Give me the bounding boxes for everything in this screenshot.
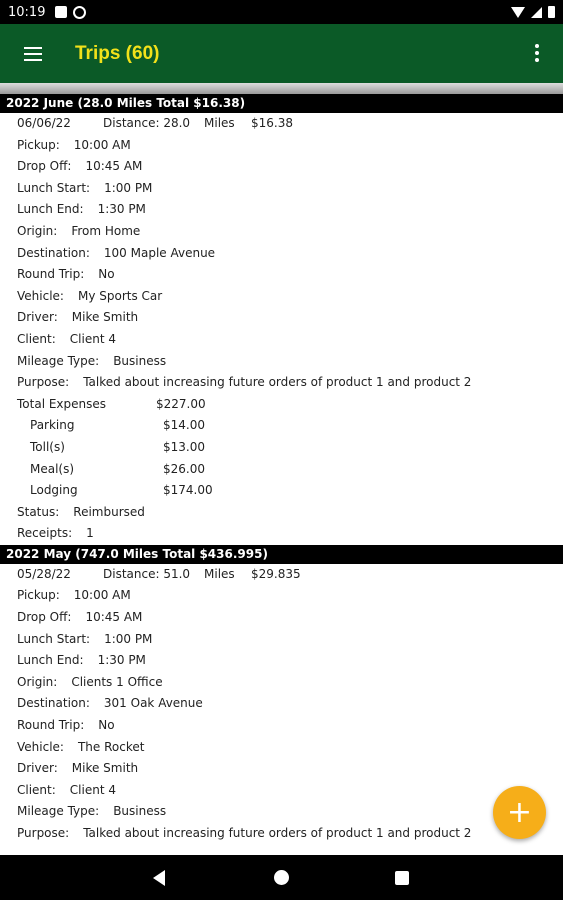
trip-field-row (0, 585, 563, 607)
field-label: Pickup: (17, 137, 60, 152)
expense-name: Toll(s) (30, 439, 65, 454)
trip-field-row (0, 135, 563, 157)
sync-icon (73, 6, 86, 19)
field-label: Round Trip: (17, 718, 85, 733)
trip-field-row (0, 801, 563, 823)
expense-row (0, 415, 563, 437)
total-expenses-row (0, 394, 563, 416)
field-label: Destination: (17, 696, 90, 711)
trip-amount: $16.38 (251, 116, 293, 130)
field-label: Destination: (17, 245, 90, 260)
trip-field-row (0, 178, 563, 200)
expense-row (0, 480, 563, 502)
field-label: Status: (17, 504, 60, 519)
trip-field-row (0, 629, 563, 651)
status-bar (0, 0, 563, 24)
expense-value: $14.00 (163, 418, 205, 433)
expense-name: Parking (30, 418, 75, 433)
expense-row (0, 437, 563, 459)
total-expenses-label: Total Expenses (17, 396, 107, 411)
field-label: Pickup: (17, 588, 60, 603)
signal-icon (531, 7, 542, 18)
field-value: 10:00 AM (73, 588, 131, 603)
trip-field-row (0, 607, 563, 629)
field-value: 10:45 AM (85, 159, 143, 174)
app-bar (0, 24, 563, 83)
total-expenses-value: $227.00 (156, 396, 206, 411)
field-value: Talked about increasing future orders of product 1 and product 2 (83, 826, 472, 840)
trip-field-row (0, 502, 563, 524)
trip-field-row (0, 243, 563, 265)
expense-value: $174.00 (163, 483, 213, 498)
trip-field-row (0, 737, 563, 759)
field-label: Drop Off: (17, 159, 72, 174)
field-label: Lunch End: (17, 202, 84, 217)
field-label: Lunch End: (17, 653, 84, 668)
field-value: Business (113, 353, 167, 368)
trip-field-row (0, 650, 563, 672)
trip-field-row (0, 199, 563, 221)
field-value: Talked about increasing future orders of product 1 and product 2 (83, 375, 472, 390)
field-label: Purpose: (17, 826, 70, 840)
trip-distance: Distance: 28.0 (103, 116, 191, 130)
field-value: 10:00 AM (73, 137, 131, 152)
field-label: Client: (17, 331, 56, 346)
field-value: Mike Smith (71, 310, 139, 325)
trip-summary-row (0, 113, 563, 135)
page-title: Trips (60) (75, 42, 160, 64)
trip-field-row (0, 372, 563, 394)
app-bar-divider (0, 83, 563, 94)
field-value: 100 Maple Avenue (103, 245, 216, 260)
field-value: Mike Smith (71, 761, 139, 776)
trip-field-row (0, 351, 563, 373)
field-label: Vehicle: (17, 739, 64, 754)
trip-field-row (0, 758, 563, 780)
trip-card-june[interactable] (0, 113, 563, 545)
trip-field-row (0, 523, 563, 545)
field-value: 1:00 PM (104, 631, 153, 646)
field-value: From Home (71, 223, 141, 238)
trip-field-row (0, 780, 563, 802)
trip-card-may[interactable] (0, 564, 563, 845)
trip-date: 05/28/22 (17, 566, 71, 581)
expense-row (0, 459, 563, 481)
field-label: Mileage Type: (17, 353, 100, 368)
field-value: Reimbursed (73, 504, 145, 519)
home-icon[interactable] (274, 870, 289, 885)
trip-field-row (0, 286, 563, 308)
trip-distance: Distance: 51.0 (103, 566, 191, 581)
field-label: Origin: (17, 223, 58, 238)
add-trip-button[interactable] (493, 786, 546, 839)
trip-field-row (0, 693, 563, 715)
trip-field-row (0, 329, 563, 351)
field-label: Driver: (17, 761, 58, 776)
field-label: Drop Off: (17, 610, 72, 625)
field-value: 1:30 PM (97, 653, 146, 668)
field-value: Client 4 (69, 331, 116, 346)
field-value: Business (113, 804, 167, 819)
trip-amount: $29.835 (251, 566, 301, 581)
field-value: 10:45 AM (85, 610, 143, 625)
wifi-icon (511, 7, 525, 18)
field-value: 1 (86, 526, 94, 541)
group-header-may[interactable]: 2022 May (747.0 Miles Total $436.995) (0, 545, 563, 564)
field-value: 1:30 PM (97, 202, 146, 217)
trip-field-row (0, 264, 563, 286)
back-icon[interactable] (153, 870, 165, 886)
trip-unit: Miles (204, 566, 235, 581)
expense-value: $13.00 (163, 439, 205, 454)
field-value: My Sports Car (77, 288, 163, 303)
add-icon: + (506, 794, 533, 830)
expense-name: Meal(s) (30, 461, 75, 476)
field-value: No (98, 267, 115, 282)
field-value: Clients 1 Office (71, 674, 163, 689)
trip-summary-row (0, 564, 563, 586)
field-value: The Rocket (77, 739, 145, 754)
expense-name: Lodging (30, 483, 78, 498)
status-time: 10:19 (8, 4, 46, 20)
overflow-menu-icon[interactable] (535, 44, 539, 62)
trip-field-row (0, 715, 563, 737)
field-label: Receipts: (17, 526, 73, 541)
trip-date: 06/06/22 (17, 116, 71, 130)
menu-icon[interactable] (24, 47, 42, 61)
field-value: 301 Oak Avenue (103, 696, 203, 711)
field-label: Origin: (17, 674, 58, 689)
trip-field-row (0, 156, 563, 178)
sd-card-icon (55, 6, 67, 18)
field-label: Lunch Start: (17, 180, 91, 195)
field-value: Client 4 (69, 782, 116, 797)
trip-unit: Miles (204, 116, 235, 130)
field-label: Round Trip: (17, 267, 85, 282)
field-label: Driver: (17, 310, 58, 325)
expense-value: $26.00 (163, 461, 205, 476)
trip-field-row (0, 823, 563, 845)
trip-field-row (0, 307, 563, 329)
navigation-bar (0, 855, 563, 900)
trip-field-row (0, 672, 563, 694)
recents-icon[interactable] (395, 871, 409, 885)
field-label: Client: (17, 782, 56, 797)
field-label: Purpose: (17, 375, 70, 390)
battery-icon (548, 6, 555, 18)
field-label: Mileage Type: (17, 804, 100, 819)
trip-list[interactable] (0, 94, 563, 855)
field-label: Lunch Start: (17, 631, 91, 646)
field-value: 1:00 PM (104, 180, 153, 195)
group-header-june[interactable]: 2022 June (28.0 Miles Total $16.38) (0, 94, 563, 113)
trip-field-row (0, 221, 563, 243)
field-value: No (98, 718, 115, 733)
field-label: Vehicle: (17, 288, 64, 303)
